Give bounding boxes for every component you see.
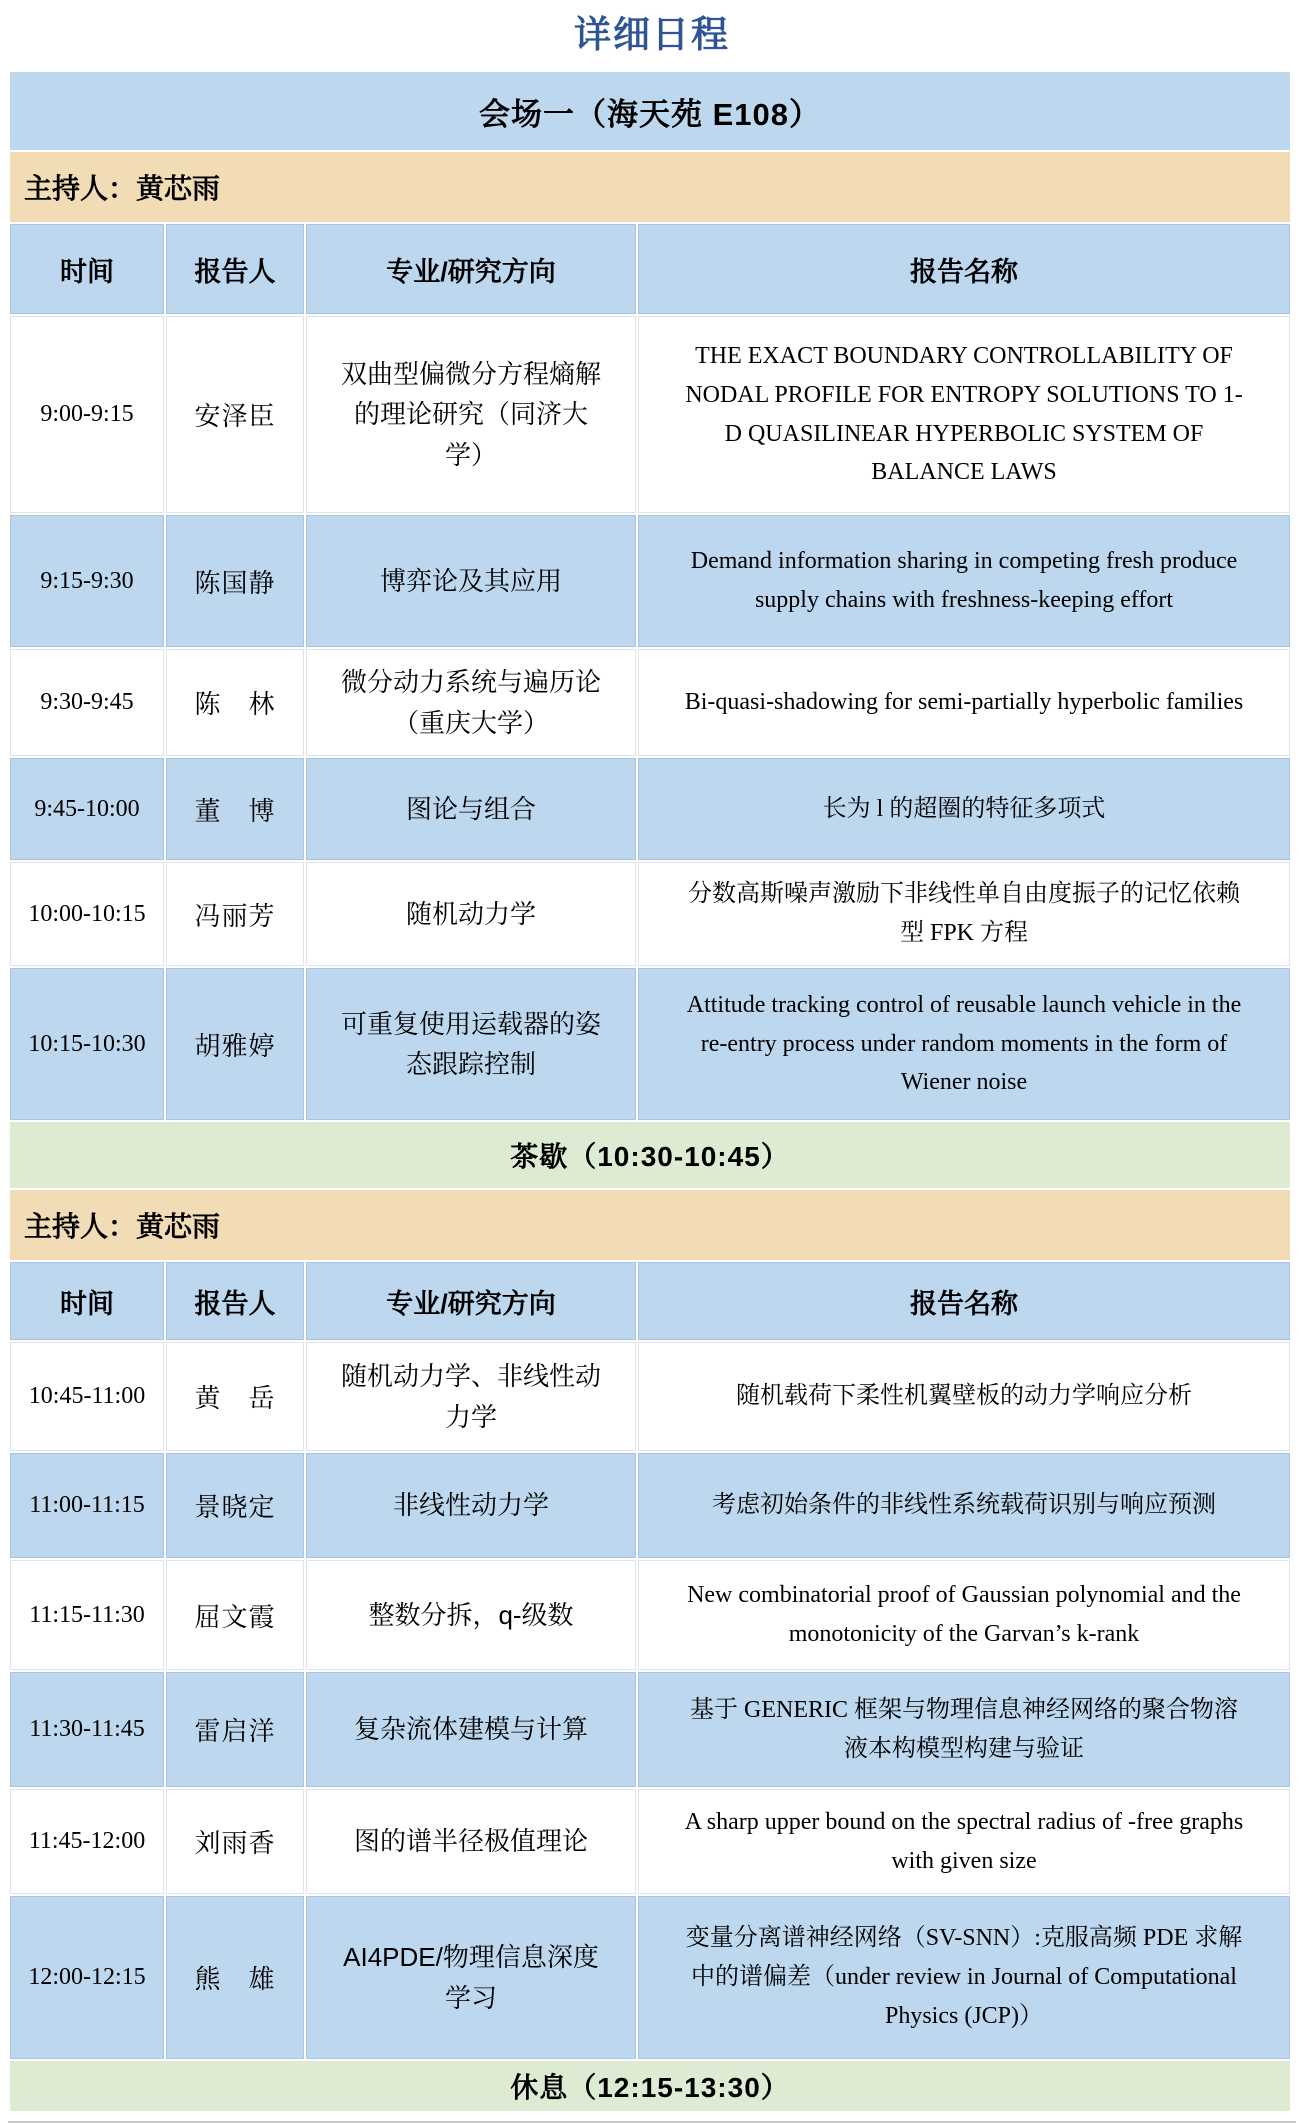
time-cell: 9:15-9:30 [10,515,164,647]
col-header-speaker: 报告人 [166,224,304,314]
table-row [10,1342,1290,1451]
table-row [10,316,1290,513]
table-row [10,1789,1290,1894]
speaker-cell: 黄 岳 [166,1342,304,1451]
speaker-cell: 陈 林 [166,649,304,756]
host-row-1 [10,152,1290,222]
table-row [10,862,1290,966]
field-cell: 博弈论及其应用 [306,515,636,647]
column-header-row-1 [10,224,1290,314]
talk-title-cell: 考虑初始条件的非线性系统载荷识别与响应预测 [638,1453,1290,1558]
table-row [10,1672,1290,1787]
speaker-cell: 陈国静 [166,515,304,647]
col-header-field: 专业/研究方向 [306,1262,636,1340]
field-cell: 随机动力学 [306,862,636,966]
time-cell: 10:15-10:30 [10,968,164,1120]
schedule-table [8,70,1292,2113]
page-title: 详细日程 [574,14,730,55]
speaker-cell: 冯丽芳 [166,862,304,966]
table-row [10,649,1290,756]
table-row [10,968,1290,1120]
field-cell: 图的谱半径极值理论 [306,1789,636,1894]
table-row [10,1560,1290,1670]
talk-title-cell: 变量分离谱神经网络（SV-SNN）:克服高频 PDE 求解中的谱偏差（under review in Journal of Computational Physics (JCP)） [638,1896,1290,2059]
speaker-cell: 屈文霞 [166,1560,304,1670]
speaker-cell: 胡雅婷 [166,968,304,1120]
talk-title-cell: 长为 l 的超圈的特征多项式 [638,758,1290,860]
time-cell: 9:30-9:45 [10,649,164,756]
speaker-cell: 景晓定 [166,1453,304,1558]
col-header-talk: 报告名称 [638,224,1290,314]
talk-title-cell: Attitude tracking control of reusable launch vehicle in the re-entry process under random moments in the form of Wiener noise [638,968,1290,1120]
time-cell: 9:00-9:15 [10,316,164,513]
talk-title-cell: A sharp upper bound on the spectral radius of -free graphs with given size [638,1789,1290,1894]
col-header-speaker: 报告人 [166,1262,304,1340]
field-cell: 非线性动力学 [306,1453,636,1558]
speaker-cell: 熊 雄 [166,1896,304,2059]
col-header-field: 专业/研究方向 [306,224,636,314]
field-cell: 随机动力学、非线性动力学 [306,1342,636,1451]
field-cell: 可重复使用运载器的姿态跟踪控制 [306,968,636,1120]
time-cell: 11:00-11:15 [10,1453,164,1558]
talk-title-cell: Demand information sharing in competing fresh produce supply chains with freshness-keeping effort [638,515,1290,647]
table-row [10,1453,1290,1558]
venue-header-row [10,72,1290,150]
col-header-time: 时间 [10,1262,164,1340]
lunch-break-row [10,2061,1290,2111]
time-cell: 10:00-10:15 [10,862,164,966]
host-label: 主持人：黄芯雨 [10,1190,1290,1260]
field-cell: 整数分拆，q-级数 [306,1560,636,1670]
time-cell: 11:45-12:00 [10,1789,164,1894]
host-row-2 [10,1190,1290,1260]
field-cell: AI4PDE/物理信息深度学习 [306,1896,636,2059]
table-row [10,758,1290,860]
field-cell: 微分动力系统与遍历论（重庆大学） [306,649,636,756]
time-cell: 12:00-12:15 [10,1896,164,2059]
talk-title-cell: 分数高斯噪声激励下非线性单自由度振子的记忆依赖型 FPK 方程 [638,862,1290,966]
speaker-cell: 安泽臣 [166,316,304,513]
col-header-time: 时间 [10,224,164,314]
col-header-talk: 报告名称 [638,1262,1290,1340]
time-cell: 9:45-10:00 [10,758,164,860]
speaker-cell: 董 博 [166,758,304,860]
table-row [10,515,1290,647]
talk-title-cell: New combinatorial proof of Gaussian polynomial and the monotonicity of the Garvan’s k-rank [638,1560,1290,1670]
talk-title-cell: 随机载荷下柔性机翼壁板的动力学响应分析 [638,1342,1290,1451]
speaker-cell: 刘雨香 [166,1789,304,1894]
column-header-row-2 [10,1262,1290,1340]
time-cell: 10:45-11:00 [10,1342,164,1451]
lunch-break-label: 休息（12:15-13:30） [10,2061,1290,2111]
field-cell: 图论与组合 [306,758,636,860]
speaker-cell: 雷启洋 [166,1672,304,1787]
talk-title-cell: Bi-quasi-shadowing for semi-partially hyperbolic families [638,649,1290,756]
time-cell: 11:30-11:45 [10,1672,164,1787]
host-label: 主持人：黄芯雨 [10,152,1290,222]
tea-break-label: 茶歇（10:30-10:45） [10,1122,1290,1188]
time-cell: 11:15-11:30 [10,1560,164,1670]
venue-title: 会场一（海天苑 E108） [10,72,1290,150]
talk-title-cell: THE EXACT BOUNDARY CONTROLLABILITY OF NODAL PROFILE FOR ENTROPY SOLUTIONS TO 1-D QUASILINEAR HYPERBOLIC SYSTEM OF BALANCE LAWS [638,316,1290,513]
field-cell: 复杂流体建模与计算 [306,1672,636,1787]
table-row [10,1896,1290,2059]
talk-title-cell: 基于 GENERIC 框架与物理信息神经网络的聚合物溶液本构模型构建与验证 [638,1672,1290,1787]
field-cell: 双曲型偏微分方程熵解的理论研究（同济大学） [306,316,636,513]
tea-break-row [10,1122,1290,1188]
